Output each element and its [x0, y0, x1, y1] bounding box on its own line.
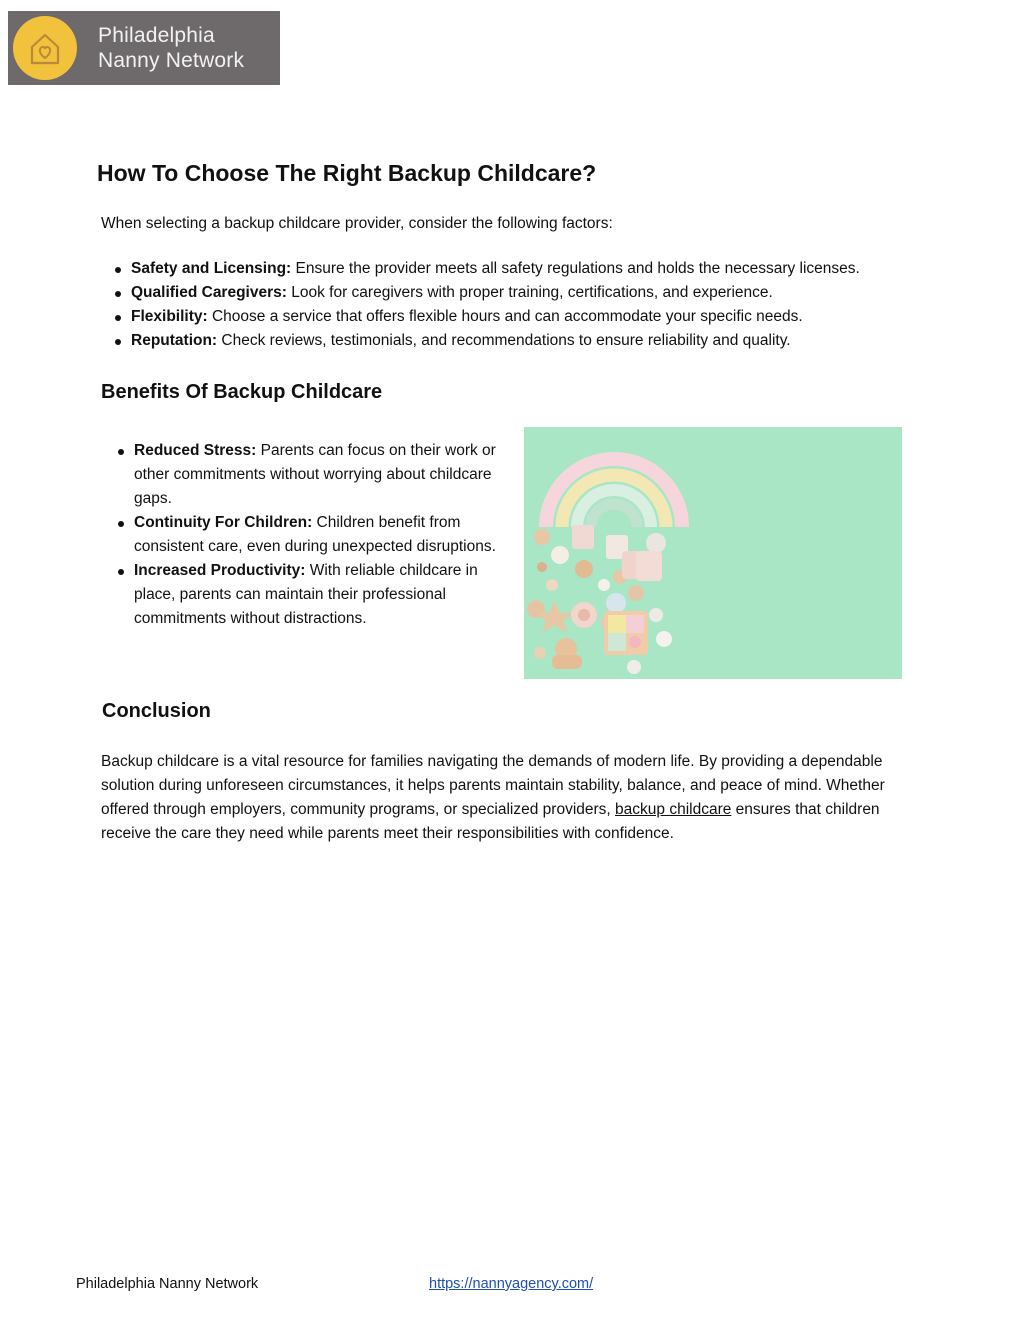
page-title: How To Choose The Right Backup Childcare? — [97, 160, 597, 186]
backup-childcare-link[interactable]: backup childcare — [615, 801, 732, 818]
benefits-heading: Benefits Of Backup Childcare — [101, 381, 383, 403]
toys-photo — [524, 427, 902, 679]
conclusion-paragraph: Backup childcare is a vital resource for families navigating the demands of modern life. By providing a dependable solution during unforeseen circumstances, it helps parents maintain stability, balance, and peace of mind. Whether offered through employers, community programs, or specialized providers, backup childcare ensures that children receive the care they need while parents meet their responsibilities with confidence. — [101, 753, 885, 842]
logo-text — [98, 23, 244, 73]
factors-list — [101, 257, 961, 353]
conclusion-heading: Conclusion — [102, 700, 211, 722]
logo-line-1: Philadelphia — [98, 24, 215, 47]
list-item: Flexibility: Choose a service that offers flexible hours and can accommodate your specific needs. — [101, 305, 961, 329]
footer-org: Philadelphia Nanny Network — [76, 1276, 259, 1292]
benefits-list — [104, 439, 499, 631]
logo-line-2: Nanny Network — [98, 49, 245, 72]
intro-paragraph: When selecting a backup childcare provider, consider the following factors: — [101, 215, 613, 232]
logo-badge — [8, 11, 82, 85]
list-item: Continuity For Children: Children benefit from consistent care, even during unexpected disruptions. — [104, 511, 499, 559]
list-item: Reputation: Check reviews, testimonials, and recommendations to ensure reliability and quality. — [101, 329, 961, 353]
footer-url-link[interactable]: https://nannyagency.com/ — [429, 1276, 594, 1292]
list-item: Increased Productivity: With reliable childcare in place, parents can maintain their professional commitments without distractions. — [104, 559, 499, 631]
logo — [8, 11, 280, 85]
list-item: Reduced Stress: Parents can focus on their work or other commitments without worrying about childcare gaps. — [104, 439, 499, 511]
list-item: Qualified Caregivers: Look for caregivers with proper training, certifications, and experience. — [101, 281, 961, 305]
list-item: Safety and Licensing: Ensure the provider meets all safety regulations and holds the necessary licenses. — [101, 257, 961, 281]
